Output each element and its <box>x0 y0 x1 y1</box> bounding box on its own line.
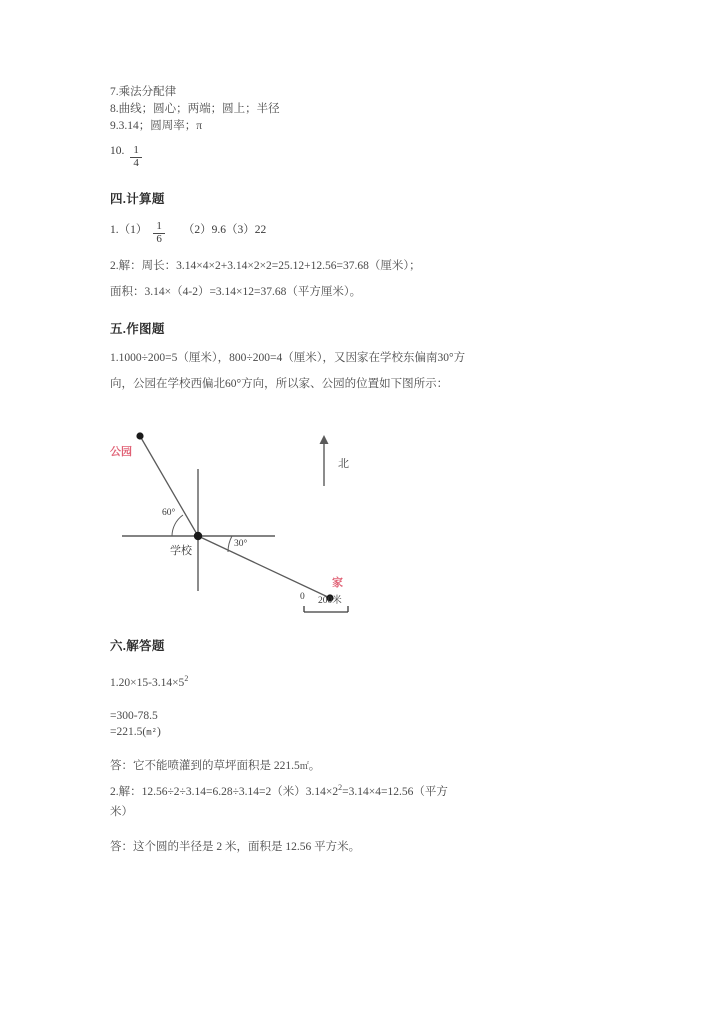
section-four-question-2-line-1: 2.解：周长：3.14×4×2+3.14×2×2=25.12+12.56=37.68（厘米）； <box>110 260 421 273</box>
item-number: 9. <box>110 120 119 132</box>
solution-part-a: 2.解：12.56÷2÷3.14=6.28÷3.14=2（米）3.14×2 <box>110 785 339 798</box>
result-suffix: ) <box>157 726 161 739</box>
unit-square-meter: ㎡ <box>299 762 309 773</box>
item-text: 3.14；圆周率；π <box>118 120 203 132</box>
section-six-question-1-line-2: =300-78.5 <box>110 710 158 723</box>
point-school <box>194 532 202 540</box>
fill-in-answer-list <box>110 84 630 135</box>
item-number: 10. <box>110 145 125 157</box>
section-heading-six: 六.解答题 <box>110 639 165 654</box>
fraction-numerator: 1 <box>156 220 162 233</box>
section-six-question-2-answer: 答：这个圆的半径是 2 米，面积是 12.56 平方米。 <box>110 840 361 853</box>
unit-square-meter: m² <box>146 728 158 739</box>
section-six-question-2-line-2: 米） <box>110 805 133 818</box>
exponent: 2 <box>338 783 343 793</box>
fraction-denominator: 6 <box>153 233 165 246</box>
item-number: 7. <box>110 86 119 98</box>
question-label: 1.（1） <box>110 224 148 237</box>
item-text: 曲线；圆心；两端；圆上；半径 <box>118 103 280 115</box>
section-six-question-2-line-1 <box>110 778 630 802</box>
list-item-10 <box>110 145 630 169</box>
section-six-question-1-line-3 <box>110 724 630 741</box>
diagram-canvas <box>110 411 410 616</box>
label-scale-value: 200米 <box>318 596 342 607</box>
section-six-question-1-answer <box>110 755 630 778</box>
fraction-one-quarter <box>130 145 142 169</box>
exponent: 2 <box>184 674 189 684</box>
label-school: 学校 <box>170 545 192 558</box>
section-five-question-1-line-1: 1.1000÷200=5（厘米），800÷200=4（厘米），又因家在学校东偏南30°方 <box>110 352 466 365</box>
list-item <box>110 118 630 135</box>
question-rest: （2）9.6（3）22 <box>182 224 267 237</box>
section-six-question-1-line-1 <box>110 668 630 694</box>
list-item <box>110 84 630 101</box>
point-park <box>136 433 143 440</box>
label-scale-zero: 0 <box>300 592 305 603</box>
section-five-question-1-line-2: 向，公园在学校西偏北60°方向，所以家、公园的位置如下图所示： <box>110 378 449 391</box>
section-four-question-2-line-2: 面积：3.14×（4-2）=3.14×12=37.68（平方厘米）。 <box>110 286 362 299</box>
fraction-one-sixth <box>153 221 165 245</box>
result-prefix: =221.5( <box>110 726 147 739</box>
label-north: 北 <box>338 458 349 471</box>
label-home: 家 <box>332 577 343 590</box>
expression-prefix: 1.20×15-3.14×5 <box>110 677 185 690</box>
solution-part-b: =3.14×4=12.56（平方 <box>342 785 448 798</box>
section-four-question-1 <box>110 221 630 245</box>
item-text: 乘法分配律 <box>118 86 177 98</box>
list-item <box>110 101 630 118</box>
fraction-numerator: 1 <box>133 144 139 156</box>
angle-arc-30 <box>228 536 232 552</box>
section-heading-five: 五.作图题 <box>110 322 165 337</box>
label-park: 公园 <box>110 446 132 459</box>
page-content <box>110 84 630 858</box>
ray-to-park <box>140 436 198 536</box>
item-number: 8. <box>110 103 119 115</box>
angle-arc-60 <box>172 515 183 536</box>
direction-position-diagram <box>110 411 410 616</box>
answer-period: 。 <box>308 760 321 773</box>
answer-text: 答：它不能喷灌到的草坪面积是 221.5 <box>110 760 300 773</box>
fraction-denominator: 4 <box>130 157 142 170</box>
ray-to-home <box>198 536 330 598</box>
label-angle-60: 60° <box>162 508 176 519</box>
north-arrow-head <box>320 435 329 444</box>
label-angle-30: 30° <box>234 539 248 550</box>
section-heading-four: 四.计算题 <box>110 192 165 207</box>
